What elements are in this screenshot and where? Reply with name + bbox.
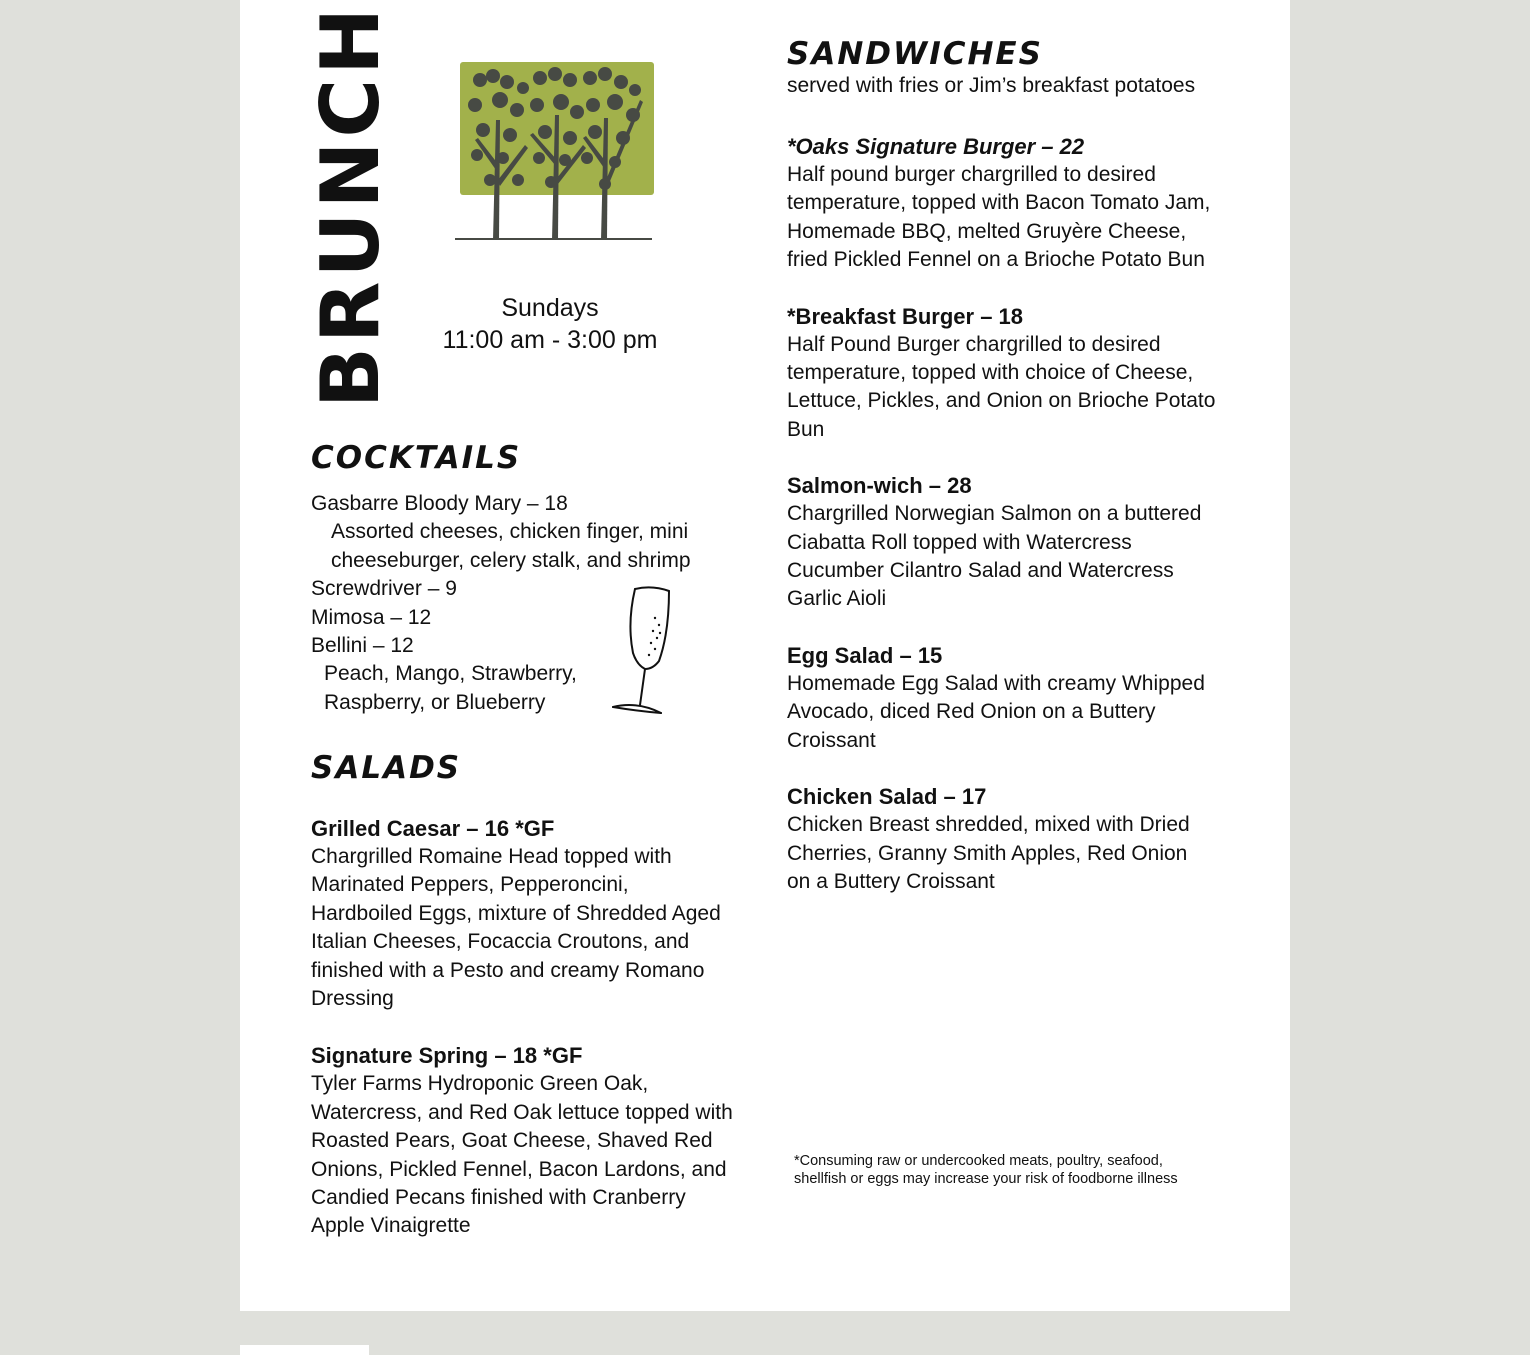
- cocktail-description: Peach, Mango, Strawberry,: [324, 662, 577, 686]
- salad-desc-line: Dressing: [311, 987, 394, 1011]
- cocktail-description: Assorted cheeses, chicken finger, mini: [331, 520, 689, 544]
- sandwich-desc-line: Lettuce, Pickles, and Onion on Brioche Potato: [787, 389, 1216, 413]
- salads-section: [311, 750, 751, 1241]
- disclaimer-line: shellfish or eggs may increase your risk of foodborne illness: [794, 1171, 1178, 1187]
- sandwich-desc-line: Cucumber Cilantro Salad and Watercress: [787, 559, 1174, 583]
- sandwich-desc-line: Ciabatta Roll topped with Watercress: [787, 530, 1132, 554]
- cocktail-item: Gasbarre Bloody Mary – 18: [311, 492, 568, 515]
- cocktail-description: Raspberry, or Blueberry: [324, 690, 546, 714]
- sandwich-desc-line: Homemade Egg Salad with creamy Whipped: [787, 671, 1205, 695]
- cocktails-section: [311, 440, 751, 717]
- brunch-title-text: BRUNCH: [304, 3, 397, 409]
- sandwich-desc-line: Homemade BBQ, melted Gruyère Cheese,: [787, 219, 1187, 243]
- sandwich-desc-line: fried Pickled Fennel on a Brioche Potato Bun: [787, 248, 1205, 272]
- salad-desc-line: Chargrilled Romaine Head topped with: [311, 845, 672, 868]
- cocktail-description: cheeseburger, celery stalk, and shrimp: [331, 548, 691, 572]
- salad-desc-line: Italian Cheeses, Focaccia Croutons, and: [311, 930, 690, 954]
- salads-heading: SALADS: [311, 750, 462, 786]
- champagne-glass-icon: [607, 583, 677, 719]
- salad-desc-line: Hardboiled Eggs, mixture of Shredded Aged: [311, 901, 721, 925]
- cocktail-item: Mimosa – 12: [311, 605, 432, 629]
- sandwich-desc-line: temperature, topped with choice of Cheese,: [787, 361, 1194, 385]
- cocktail-item: Screwdriver – 9: [311, 577, 457, 601]
- sandwiches-subtitle: served with fries or Jim’s breakfast potatoes: [787, 74, 1196, 97]
- sandwiches-section: [787, 36, 1227, 896]
- salad-title: Grilled Caesar – 16 *GF: [311, 816, 555, 841]
- sandwich-desc-line: Croissant: [787, 728, 876, 752]
- salad-desc-line: finished with a Pesto and creamy Romano: [311, 958, 705, 982]
- sandwiches-heading: SANDWICHES: [787, 36, 1043, 72]
- salad-desc-line: Watercress, and Red Oak lettuce topped with: [311, 1100, 733, 1124]
- hours-block: [430, 292, 670, 356]
- sandwich-desc-line: Avocado, diced Red Onion on a Buttery: [787, 700, 1156, 724]
- sandwich-desc-line: Half pound burger chargrilled to desired: [787, 163, 1156, 186]
- salad-title: Signature Spring – 18 *GF: [311, 1043, 583, 1069]
- next-page-edge: [240, 1345, 369, 1355]
- cocktail-item: Bellini – 12: [311, 634, 414, 658]
- sandwich-desc-line: temperature, topped with Bacon Tomato Jam,: [787, 191, 1211, 215]
- brunch-day: Sundays: [501, 294, 599, 322]
- salad-desc-line: Apple Vinaigrette: [311, 1214, 471, 1238]
- brunch-title: [304, 3, 397, 409]
- sandwich-title: Chicken Salad – 17: [787, 784, 987, 810]
- sandwich-desc-line: Chargrilled Norwegian Salmon on a buttered: [787, 502, 1202, 526]
- salad-desc-line: Onions, Pickled Fennel, Bacon Lardons, and: [311, 1157, 727, 1181]
- sandwich-title: Egg Salad – 15: [787, 642, 943, 668]
- sandwich-desc-line: Chicken Breast shredded, mixed with Dried: [787, 813, 1190, 837]
- sandwich-desc-line: Garlic Aioli: [787, 587, 887, 611]
- disclaimer-line: *Consuming raw or undercooked meats, poultry, seafood,: [794, 1153, 1163, 1169]
- oak-trees-logo-icon: [455, 60, 655, 245]
- sandwich-desc-line: on a Buttery Croissant: [787, 869, 995, 893]
- sandwich-title: Salmon-wich – 28: [787, 473, 972, 499]
- sandwich-desc-line: Half Pound Burger chargrilled to desired: [787, 332, 1161, 356]
- salad-desc-line: Roasted Pears, Goat Cheese, Shaved Red: [311, 1129, 713, 1153]
- sandwich-desc-line: Bun: [787, 417, 825, 441]
- cocktails-heading: COCKTAILS: [311, 440, 522, 476]
- brunch-hours: 11:00 am - 3:00 pm: [442, 326, 658, 354]
- salad-desc-line: Candied Pecans finished with Cranberry: [311, 1186, 686, 1210]
- salad-desc-line: Marinated Peppers, Pepperoncini,: [311, 873, 629, 897]
- sandwich-title: *Breakfast Burger – 18: [787, 303, 1024, 329]
- sandwich-desc-line: Cherries, Granny Smith Apples, Red Onion: [787, 841, 1188, 865]
- sandwich-title: *Oaks Signature Burger – 22: [787, 134, 1085, 159]
- salad-desc-line: Tyler Farms Hydroponic Green Oak,: [311, 1072, 649, 1096]
- food-safety-disclaimer: [794, 1152, 1194, 1188]
